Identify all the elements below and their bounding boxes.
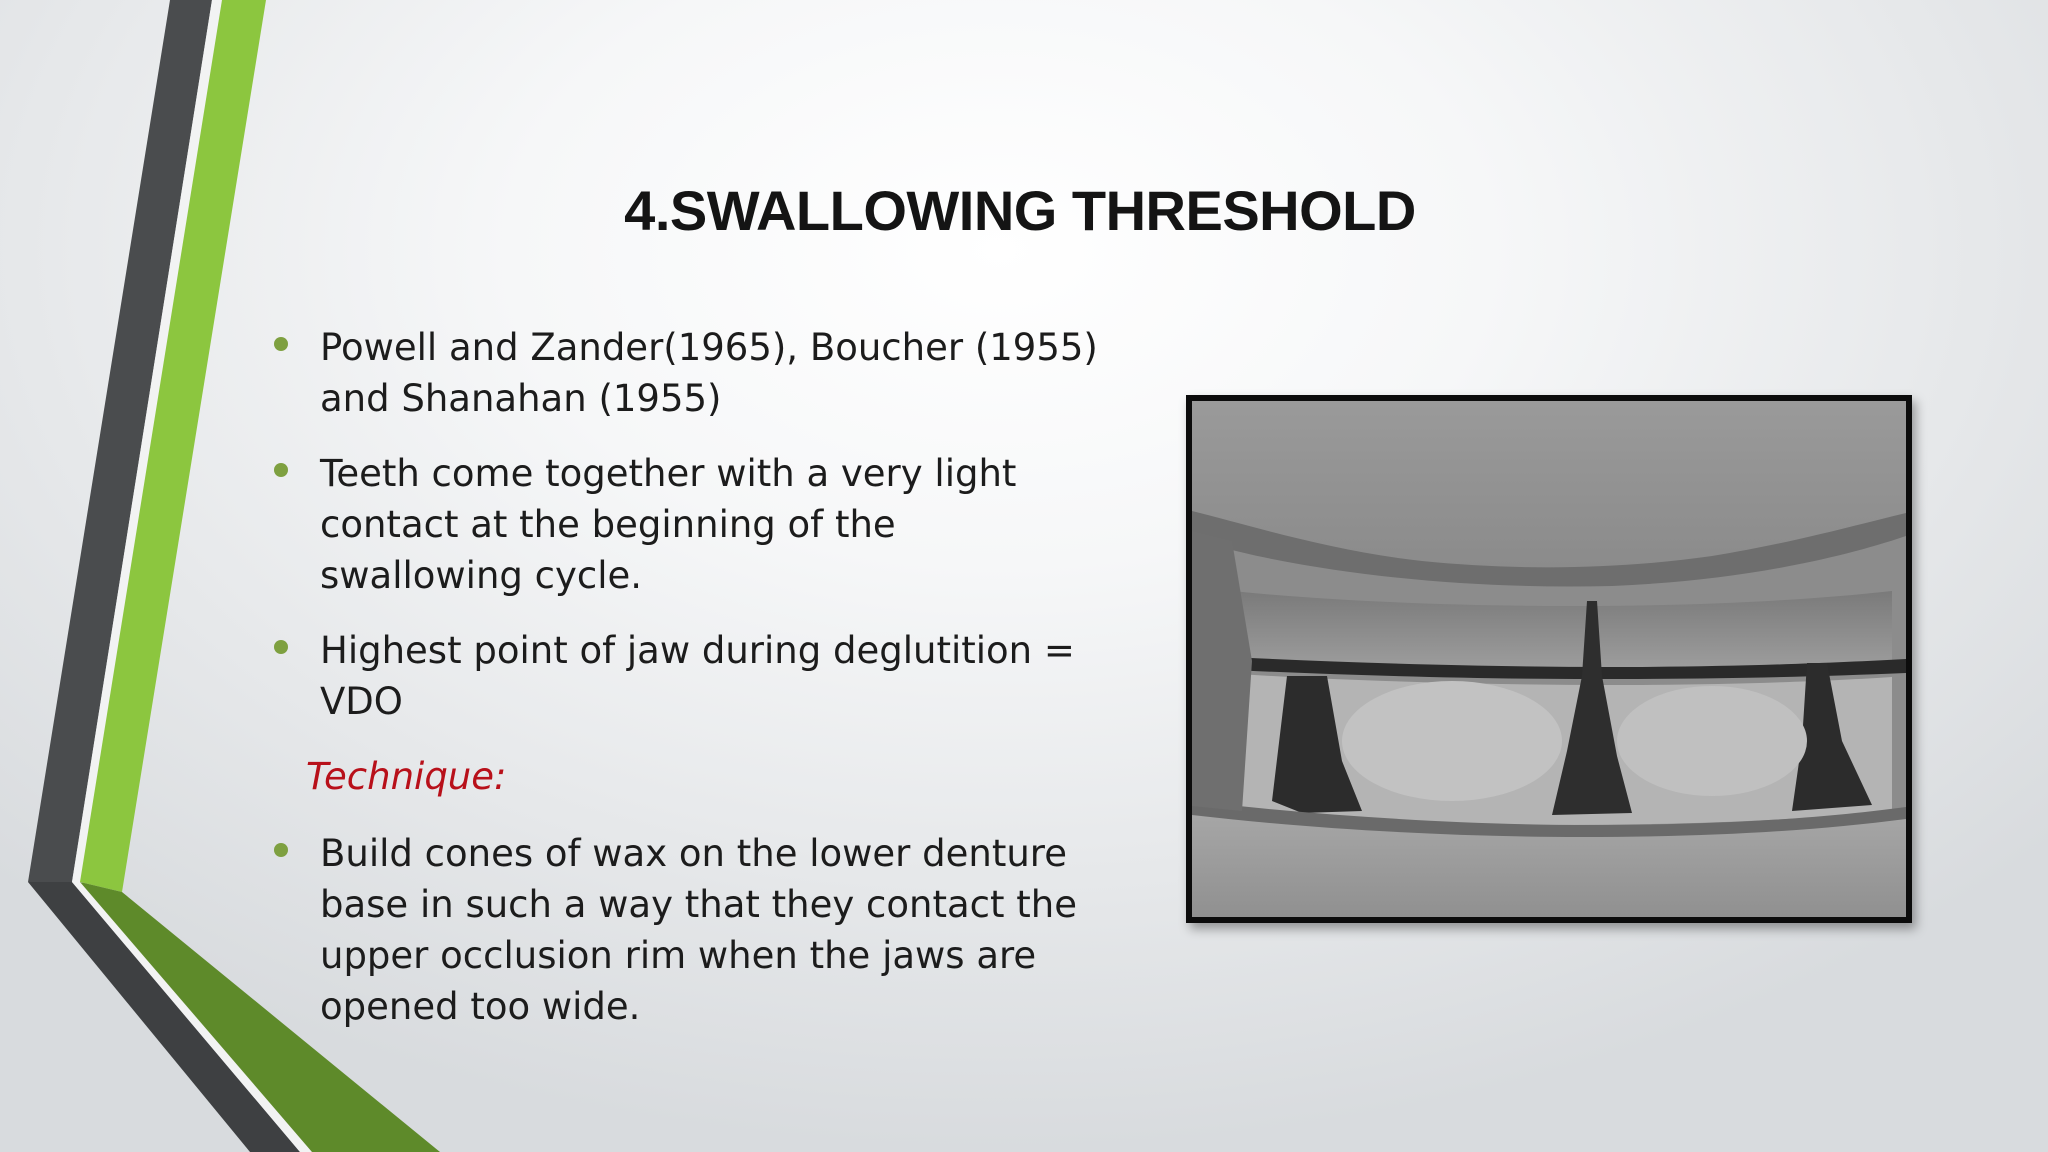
- technique-label: Technique:: [306, 755, 507, 798]
- bullet-item: [270, 828, 1100, 1032]
- slide-title: 4.SWALLOWING THRESHOLD: [624, 179, 1416, 242]
- white-gap: [72, 0, 222, 882]
- bullet-item: [270, 625, 1100, 727]
- bullet-icon: [274, 843, 288, 857]
- bullet-item: [270, 448, 1100, 601]
- bullet-text: Powell and Zander(1965), Boucher (1955) and Shanahan (1955): [320, 326, 1098, 420]
- bullet-item: [270, 322, 1100, 424]
- bullet-list: [270, 322, 1100, 1056]
- wax-highlight-left: [1342, 681, 1562, 801]
- bullet-text: Highest point of jaw during deglutition = VDO: [320, 629, 1075, 723]
- wax-highlight-right: [1617, 686, 1807, 796]
- bullet-icon: [274, 337, 288, 351]
- bullet-text: Build cones of wax on the lower denture base in such a way that they contact the upper occlusion rim when the jaws are opened too wide.: [320, 832, 1077, 1028]
- occlusion-rim-photo: [1192, 401, 1906, 917]
- bullet-icon: [274, 463, 288, 477]
- clinical-photo: [1186, 395, 1912, 923]
- bullet-text: Teeth come together with a very light contact at the beginning of the swallowing cycle.: [320, 452, 1017, 597]
- bullet-icon: [274, 640, 288, 654]
